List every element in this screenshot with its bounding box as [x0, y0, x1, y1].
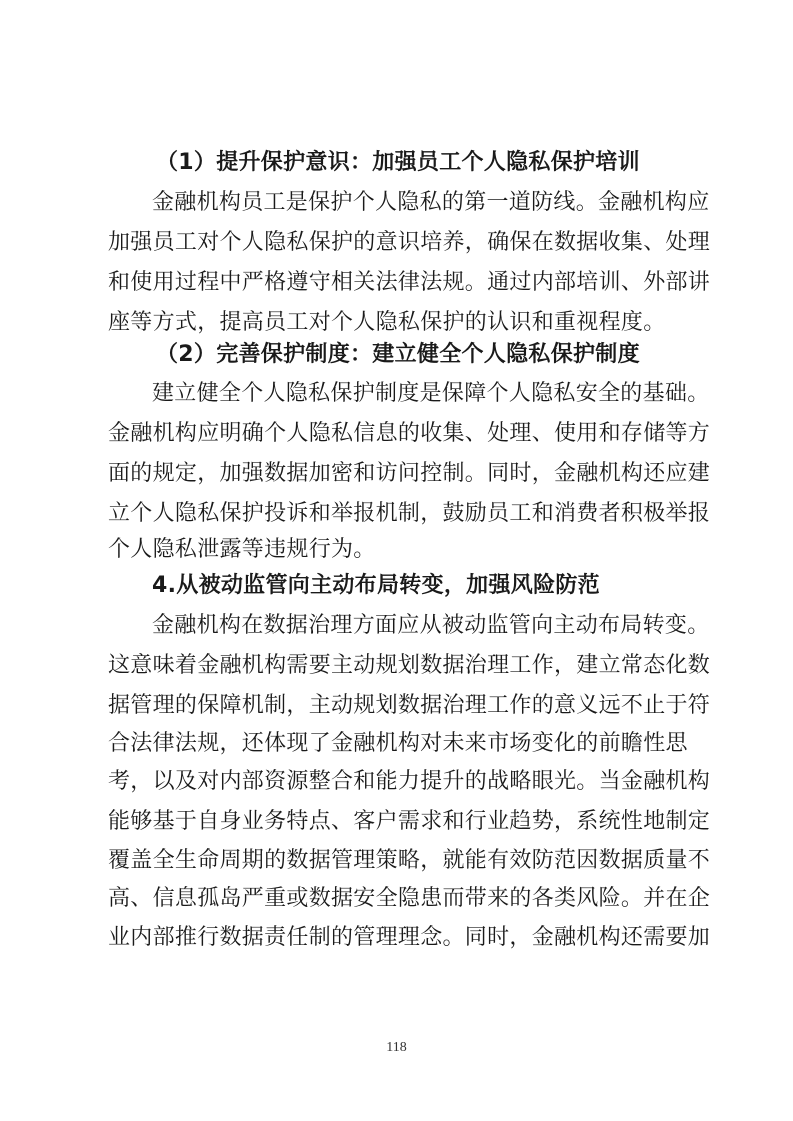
paragraph-line: 考，以及对内部资源整合和能力提升的战略眼光。当金融机构 — [108, 769, 711, 794]
paragraph-line: 个人隐私泄露等违规行为。 — [108, 537, 376, 562]
subheading-1: （1）提升保护意识：加强员工个人隐私保护培训 — [156, 150, 640, 175]
paragraph-line: 建立健全个人隐私保护制度是保障个人隐私安全的基础。 — [152, 381, 710, 406]
paragraph-line: 金融机构在数据治理方面应从被动监管向主动布局转变。 — [152, 613, 710, 638]
paragraph-line: 加强员工对个人隐私保护的意识培养，确保在数据收集、处理 — [108, 230, 711, 255]
paragraph-line: 这意味着金融机构需要主动规划数据治理工作，建立常态化数 — [108, 653, 711, 678]
paragraph-line: 合法律法规，还体现了金融机构对未来市场变化的前瞻性思 — [108, 731, 688, 756]
section-heading: 4.从被动监管向主动布局转变，加强风险防范 — [152, 573, 600, 598]
paragraph-line: 和使用过程中严格遵守相关法律法规。通过内部培训、外部讲 — [108, 270, 711, 295]
paragraph-line: 高、信息孤岛严重或数据安全隐患而带来的各类风险。并在企 — [108, 886, 711, 911]
page-number: 118 — [386, 1040, 407, 1055]
paragraph-line: 面的规定，加强数据加密和访问控制。同时，金融机构还应建 — [108, 461, 711, 486]
paragraph-line: 座等方式，提高员工对个人隐私保护的认识和重视程度。 — [108, 310, 666, 335]
paragraph-line: 业内部推行数据责任制的管理理念。同时，金融机构还需要加 — [108, 925, 711, 950]
paragraph-line: 据管理的保障机制，主动规划数据治理工作的意义远不止于符 — [108, 693, 711, 718]
paragraph-line: 金融机构员工是保护个人隐私的第一道防线。金融机构应 — [152, 190, 710, 215]
paragraph-line: 立个人隐私保护投诉和举报机制，鼓励员工和消费者积极举报 — [108, 501, 711, 526]
paragraph-line: 金融机构应明确个人隐私信息的收集、处理、使用和存储等方 — [108, 421, 711, 446]
subheading-2: （2）完善保护制度：建立健全个人隐私保护制度 — [156, 342, 640, 367]
paragraph-line: 覆盖全生命周期的数据管理策略，就能有效防范因数据质量不 — [108, 848, 711, 873]
paragraph-line: 能够基于自身业务特点、客户需求和行业趋势，系统性地制定 — [108, 809, 711, 834]
